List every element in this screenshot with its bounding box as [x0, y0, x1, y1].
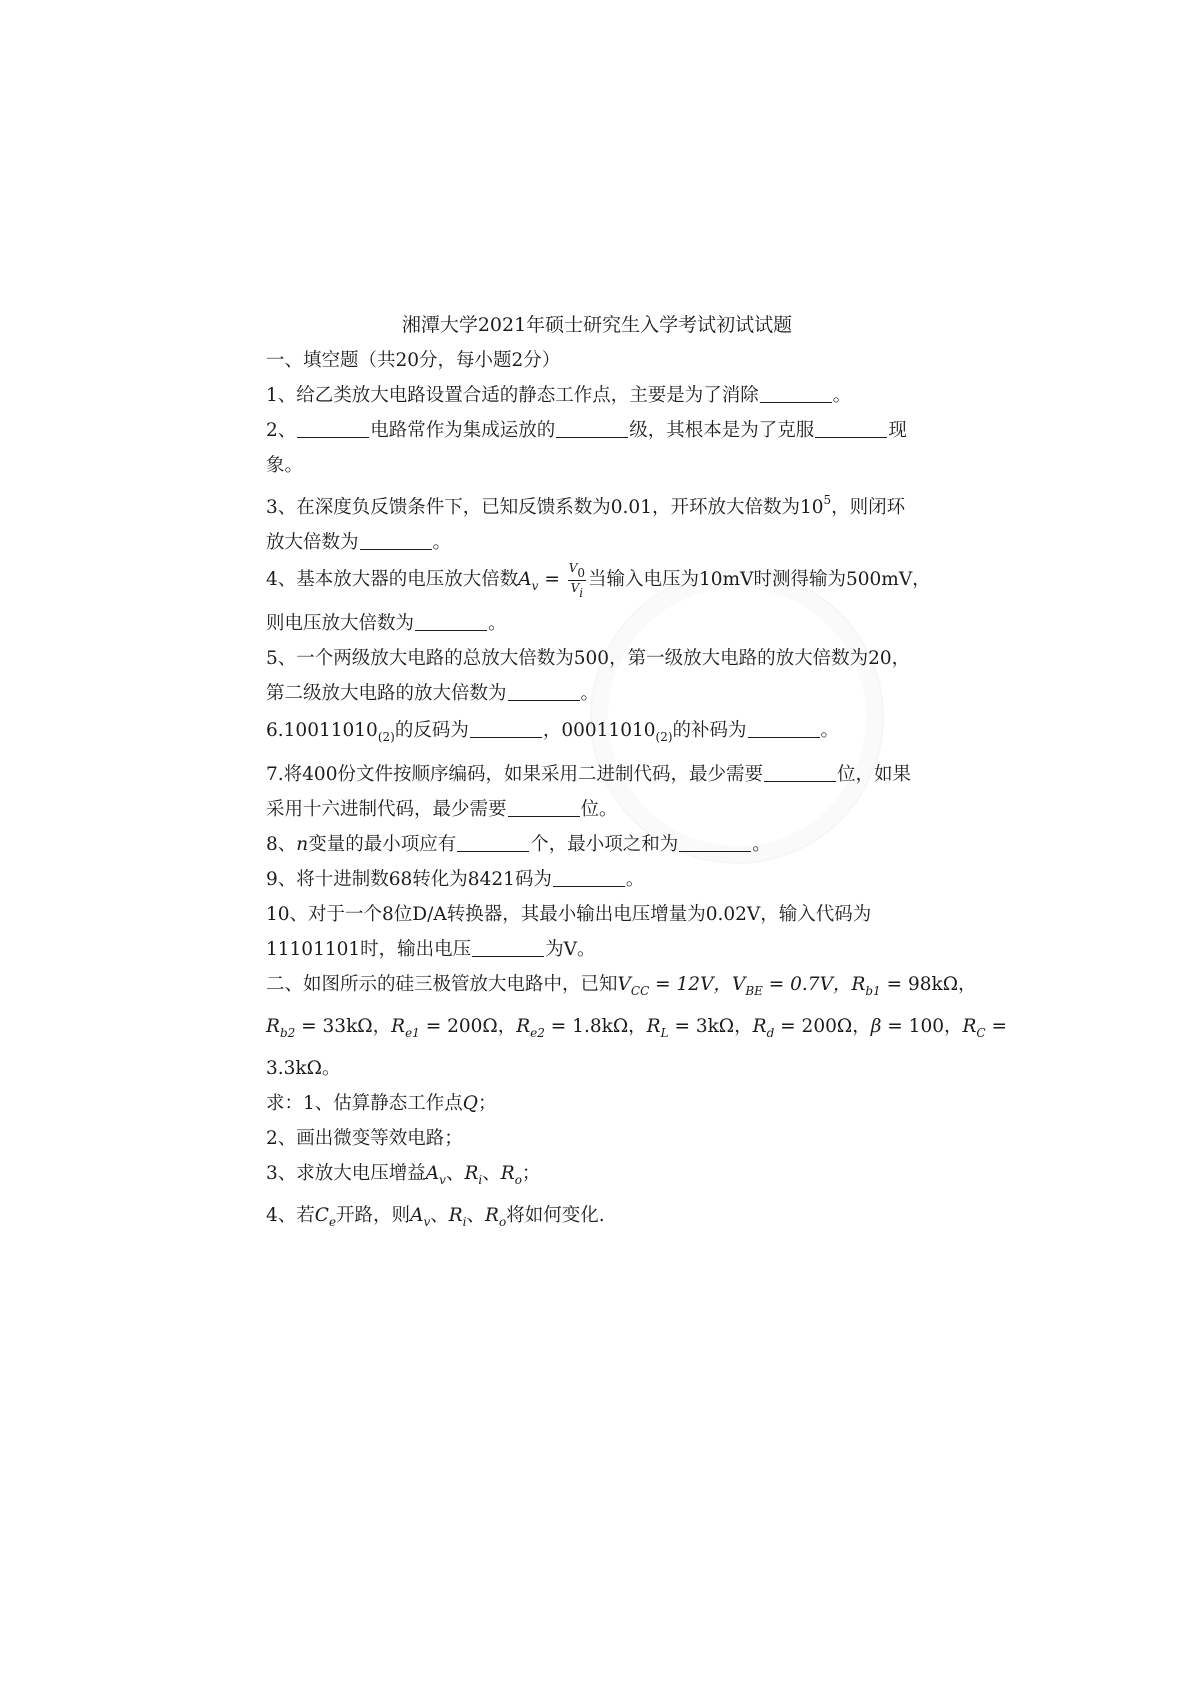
req-text: 开路，则 — [336, 1205, 411, 1226]
s2-symbol: β — [870, 1016, 882, 1037]
q7-text: 7.将400份文件按顺序编码，如果采用二进制代码，最少需要 — [266, 764, 763, 785]
q5-end: 。 — [580, 683, 600, 704]
s2-symbol: R — [516, 1016, 531, 1037]
s2-value: = 0.7V， — [762, 974, 852, 995]
s2-sub: C — [976, 1026, 986, 1040]
req-sub: v — [439, 1173, 446, 1187]
s2-symbol: R — [752, 1016, 767, 1037]
req-text: 求：1、估算静态工作点 — [266, 1093, 463, 1114]
q4-end: 。 — [488, 613, 507, 634]
answer-blank[interactable] — [360, 531, 432, 550]
s2-symbol: R — [391, 1016, 406, 1037]
requirement-4 — [266, 1198, 928, 1240]
q6-base: (2) — [655, 730, 673, 744]
question-10-cont — [266, 932, 928, 967]
question-1 — [266, 378, 928, 413]
s2-symbol: R — [646, 1016, 661, 1037]
q3-exponent: 5 — [823, 493, 832, 507]
q10-text: 为V。 — [545, 939, 596, 960]
s2-sub: b1 — [865, 984, 881, 998]
answer-blank[interactable] — [297, 419, 369, 438]
q4-text: 则电压放大倍数为 — [266, 613, 415, 634]
answer-blank[interactable] — [508, 798, 580, 817]
question-3-cont — [266, 525, 928, 560]
q4-num: V — [568, 560, 578, 575]
question-5: 5、一个两级放大电路的总放大倍数为500，第一级放大电路的放大倍数为20， — [266, 648, 911, 669]
q4-den: V — [570, 580, 580, 595]
q8-number: 8、 — [266, 834, 297, 855]
req-symbol: R — [485, 1205, 499, 1226]
q6-text: 的反码为 — [394, 720, 469, 741]
section-2-line-2 — [266, 1009, 1007, 1051]
q4-num-sub: 0 — [577, 565, 586, 580]
q3-text: ，则闭环 — [831, 497, 906, 518]
requirement-2: 2、画出微变等效电路； — [266, 1128, 463, 1149]
req-symbol: R — [464, 1163, 479, 1184]
q1-text: 1、给乙类放大电路设置合适的静态工作点，主要是为了消除 — [266, 385, 759, 406]
q4-fraction — [568, 561, 586, 600]
req-text: ； — [521, 1163, 541, 1184]
s2-value: = 98kΩ， — [880, 974, 977, 995]
q3-text: 3、在深度负反馈条件下，已知反馈系数为0.01，开环放大倍数为10 — [266, 497, 824, 518]
s2-sub: L — [660, 1026, 669, 1040]
req-sub: o — [514, 1173, 522, 1187]
question-2 — [266, 413, 928, 448]
q4-subscript: v — [531, 579, 539, 593]
q5-text: 第二级放大电路的放大倍数为 — [266, 683, 507, 704]
req-symbol: A — [425, 1163, 440, 1184]
req-text: 4、若 — [266, 1205, 315, 1226]
req-text: 、 — [430, 1205, 449, 1226]
s2-value: = 200Ω， — [419, 1016, 517, 1037]
s2-symbol: V — [731, 974, 746, 995]
req-symbol: R — [500, 1163, 515, 1184]
req-symbol: R — [448, 1205, 463, 1226]
s2-sub: b2 — [279, 1026, 296, 1040]
question-5-cont — [266, 676, 928, 711]
requirement-3 — [266, 1156, 928, 1198]
requirement-1 — [266, 1086, 928, 1121]
req-text: ； — [477, 1093, 497, 1114]
req-text: 、 — [466, 1205, 486, 1226]
q3-text: 放大倍数为 — [266, 532, 359, 553]
question-9 — [266, 862, 928, 897]
q4-den-sub: i — [579, 585, 584, 600]
answer-blank[interactable] — [764, 763, 836, 782]
q6-text: 的补码为 — [672, 720, 747, 741]
s2-symbol: R — [851, 974, 866, 995]
q8-end: 。 — [752, 834, 771, 855]
req-sub: i — [462, 1215, 467, 1229]
answer-blank[interactable] — [457, 833, 529, 852]
q3-end: 。 — [432, 532, 452, 553]
q6-text: ，00011010 — [542, 720, 656, 741]
q7-text: 位，如果 — [836, 764, 911, 785]
answer-blank[interactable] — [679, 833, 751, 852]
page-title: 湘潭大学2021年硕士研究生入学考试初试试题 — [401, 314, 793, 336]
question-7-cont — [266, 792, 928, 827]
s2-symbol: R — [962, 1016, 977, 1037]
req-symbol: A — [410, 1205, 424, 1226]
question-3 — [266, 483, 928, 525]
s2-value: = 1.8kΩ， — [544, 1016, 647, 1037]
req-symbol: Q — [462, 1093, 478, 1114]
req-sub: e — [328, 1215, 337, 1229]
q9-end: 。 — [625, 869, 645, 890]
s2-value: = 33kΩ， — [295, 1016, 392, 1037]
q10-text: 11101101时，输出电压 — [266, 939, 472, 960]
answer-blank[interactable] — [760, 384, 832, 403]
answer-blank[interactable] — [748, 719, 820, 738]
req-symbol: C — [314, 1205, 329, 1226]
s2-text: 二、如图所示的硅三极管放大电路中，已知 — [266, 974, 618, 995]
question-6 — [266, 711, 928, 757]
s2-sub: e1 — [405, 1026, 420, 1040]
req-sub: o — [498, 1215, 507, 1229]
q4-equals: = — [538, 569, 566, 590]
s2-value: = 12V， — [649, 974, 732, 995]
q7-text: 采用十六进制代码，最少需要 — [266, 799, 507, 820]
answer-blank[interactable] — [508, 682, 580, 701]
answer-blank[interactable] — [472, 938, 544, 957]
question-7 — [266, 757, 928, 792]
q8-variable: n — [296, 834, 309, 855]
answer-blank[interactable] — [556, 419, 628, 438]
req-text: 将如何变化. — [506, 1205, 605, 1226]
s2-sub: BE — [745, 984, 763, 998]
s2-value: = — [985, 1016, 1007, 1037]
s2-sub: e2 — [530, 1026, 545, 1040]
q7-text: 位。 — [580, 799, 618, 820]
question-2-cont: 象。 — [266, 455, 304, 476]
q4-text: 当输入电压为10mV时测得输为500mV， — [588, 569, 931, 590]
req-text: 、 — [445, 1163, 465, 1184]
question-10: 10、对于一个8位D/A转换器，其最小输出电压增量为0.02V，输入代码为 — [266, 904, 872, 925]
s2-value: = 100， — [881, 1016, 963, 1037]
s2-value: = 200Ω， — [774, 1016, 871, 1037]
q8-text: 变量的最小项应有 — [308, 834, 457, 855]
req-text: 3、求放大电压增益 — [266, 1163, 426, 1184]
q4-text: 4、基本放大器的电压放大倍数 — [266, 569, 519, 590]
question-4-cont — [266, 606, 928, 641]
answer-blank[interactable] — [470, 719, 542, 738]
q2-number: 2、 — [266, 420, 297, 441]
q6-text: 6.10011010 — [266, 720, 378, 741]
s2-sub: d — [766, 1026, 775, 1040]
req-text: 、 — [482, 1163, 501, 1184]
q2-text: 电路常作为集成运放的 — [370, 420, 556, 441]
q8-text: 个，最小项之和为 — [530, 834, 679, 855]
s2-sub: CC — [630, 984, 650, 998]
s2-symbol: R — [266, 1016, 280, 1037]
answer-blank[interactable] — [553, 868, 625, 887]
q4-symbol: A — [518, 569, 532, 590]
req-sub: v — [423, 1215, 431, 1229]
section-1-heading: 一、填空题（共20分，每小题2分） — [266, 350, 561, 371]
q2-text: 现 — [888, 420, 907, 441]
answer-blank[interactable] — [415, 612, 487, 631]
req-sub: i — [478, 1173, 483, 1187]
q6-end: 。 — [820, 720, 840, 741]
section-2-line-3: 3.3kΩ。 — [266, 1058, 341, 1079]
s2-symbol: V — [617, 974, 631, 995]
q9-text: 9、将十进制数68转化为8421码为 — [266, 869, 552, 890]
answer-blank[interactable] — [815, 419, 887, 438]
q2-text: 级，其根本是为了克服 — [629, 420, 815, 441]
q6-base: (2) — [377, 730, 395, 744]
q1-end: 。 — [832, 385, 852, 406]
question-4 — [266, 560, 931, 606]
question-8 — [266, 827, 928, 862]
s2-value: = 3kΩ， — [668, 1016, 753, 1037]
